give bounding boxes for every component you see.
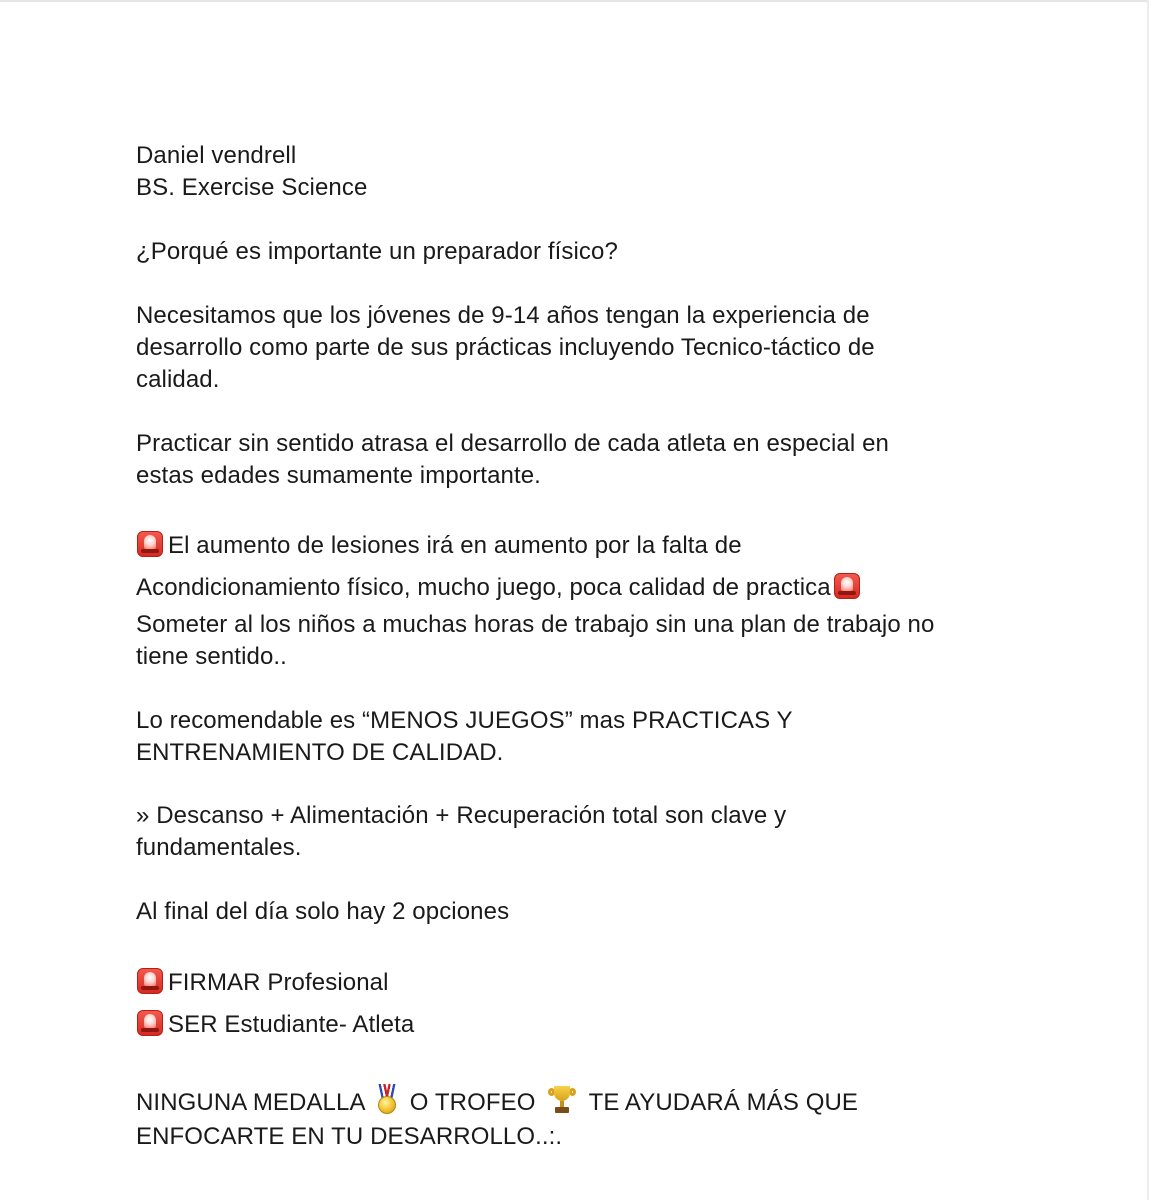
option-text: FIRMAR Profesional <box>168 969 389 996</box>
paragraph-line: calidad. <box>136 366 220 393</box>
police-car-light-icon <box>136 967 164 995</box>
author-credential: BS. Exercise Science <box>136 174 368 201</box>
author-name: Daniel vendrell <box>136 142 297 169</box>
paragraph-line: Lo recomendable es “MENOS JUEGOS” mas PRACTICAS Y <box>136 707 793 734</box>
sports-medal-icon <box>375 1084 399 1116</box>
paragraph-line: tiene sentido.. <box>136 643 287 670</box>
warning-text: Acondicionamiento físico, mucho juego, poca calidad de practica <box>136 574 831 601</box>
police-car-light-icon <box>136 530 164 558</box>
paragraph-line: Someter al los niños a muchas horas de trabajo sin una plan de trabajo no <box>136 611 935 638</box>
paragraph-line: Practicar sin sentido atrasa el desarrollo de cada atleta en especial en <box>136 430 889 457</box>
option-text: SER Estudiante- Atleta <box>168 1011 415 1038</box>
paragraph-line: estas edades sumamente importante. <box>136 462 541 489</box>
warning-line <box>136 530 742 562</box>
police-car-light-icon <box>833 572 861 600</box>
warning-text: El aumento de lesiones irá en aumento por la falta de <box>168 532 742 559</box>
closing-line: ENFOCARTE EN TU DESARROLLO..:. <box>136 1123 563 1150</box>
closing-text: O TROFEO <box>409 1089 536 1116</box>
trophy-icon <box>546 1084 578 1116</box>
paragraph-line: desarrollo como parte de sus prácticas incluyendo Tecnico-táctico de <box>136 334 875 361</box>
options-intro: Al final del día solo hay 2 opciones <box>136 898 510 925</box>
police-car-light-icon <box>136 1009 164 1037</box>
paragraph-line: Necesitamos que los jóvenes de 9-14 años tengan la experiencia de <box>136 302 870 329</box>
closing-line <box>136 1084 858 1119</box>
warning-line <box>136 572 865 604</box>
top-border <box>0 0 1149 2</box>
paragraph-line: ENTRENAMIENTO DE CALIDAD. <box>136 739 504 766</box>
closing-text: TE AYUDARÁ MÁS QUE <box>588 1089 859 1116</box>
paragraph-line: fundamentales. <box>136 834 302 861</box>
closing-text: NINGUNA MEDALLA <box>136 1089 365 1116</box>
option-item <box>136 967 389 999</box>
question-heading: ¿Porqué es importante un preparador físico? <box>136 238 618 265</box>
option-item <box>136 1009 414 1041</box>
paragraph-line: » Descanso + Alimentación + Recuperación total son clave y <box>136 802 787 829</box>
